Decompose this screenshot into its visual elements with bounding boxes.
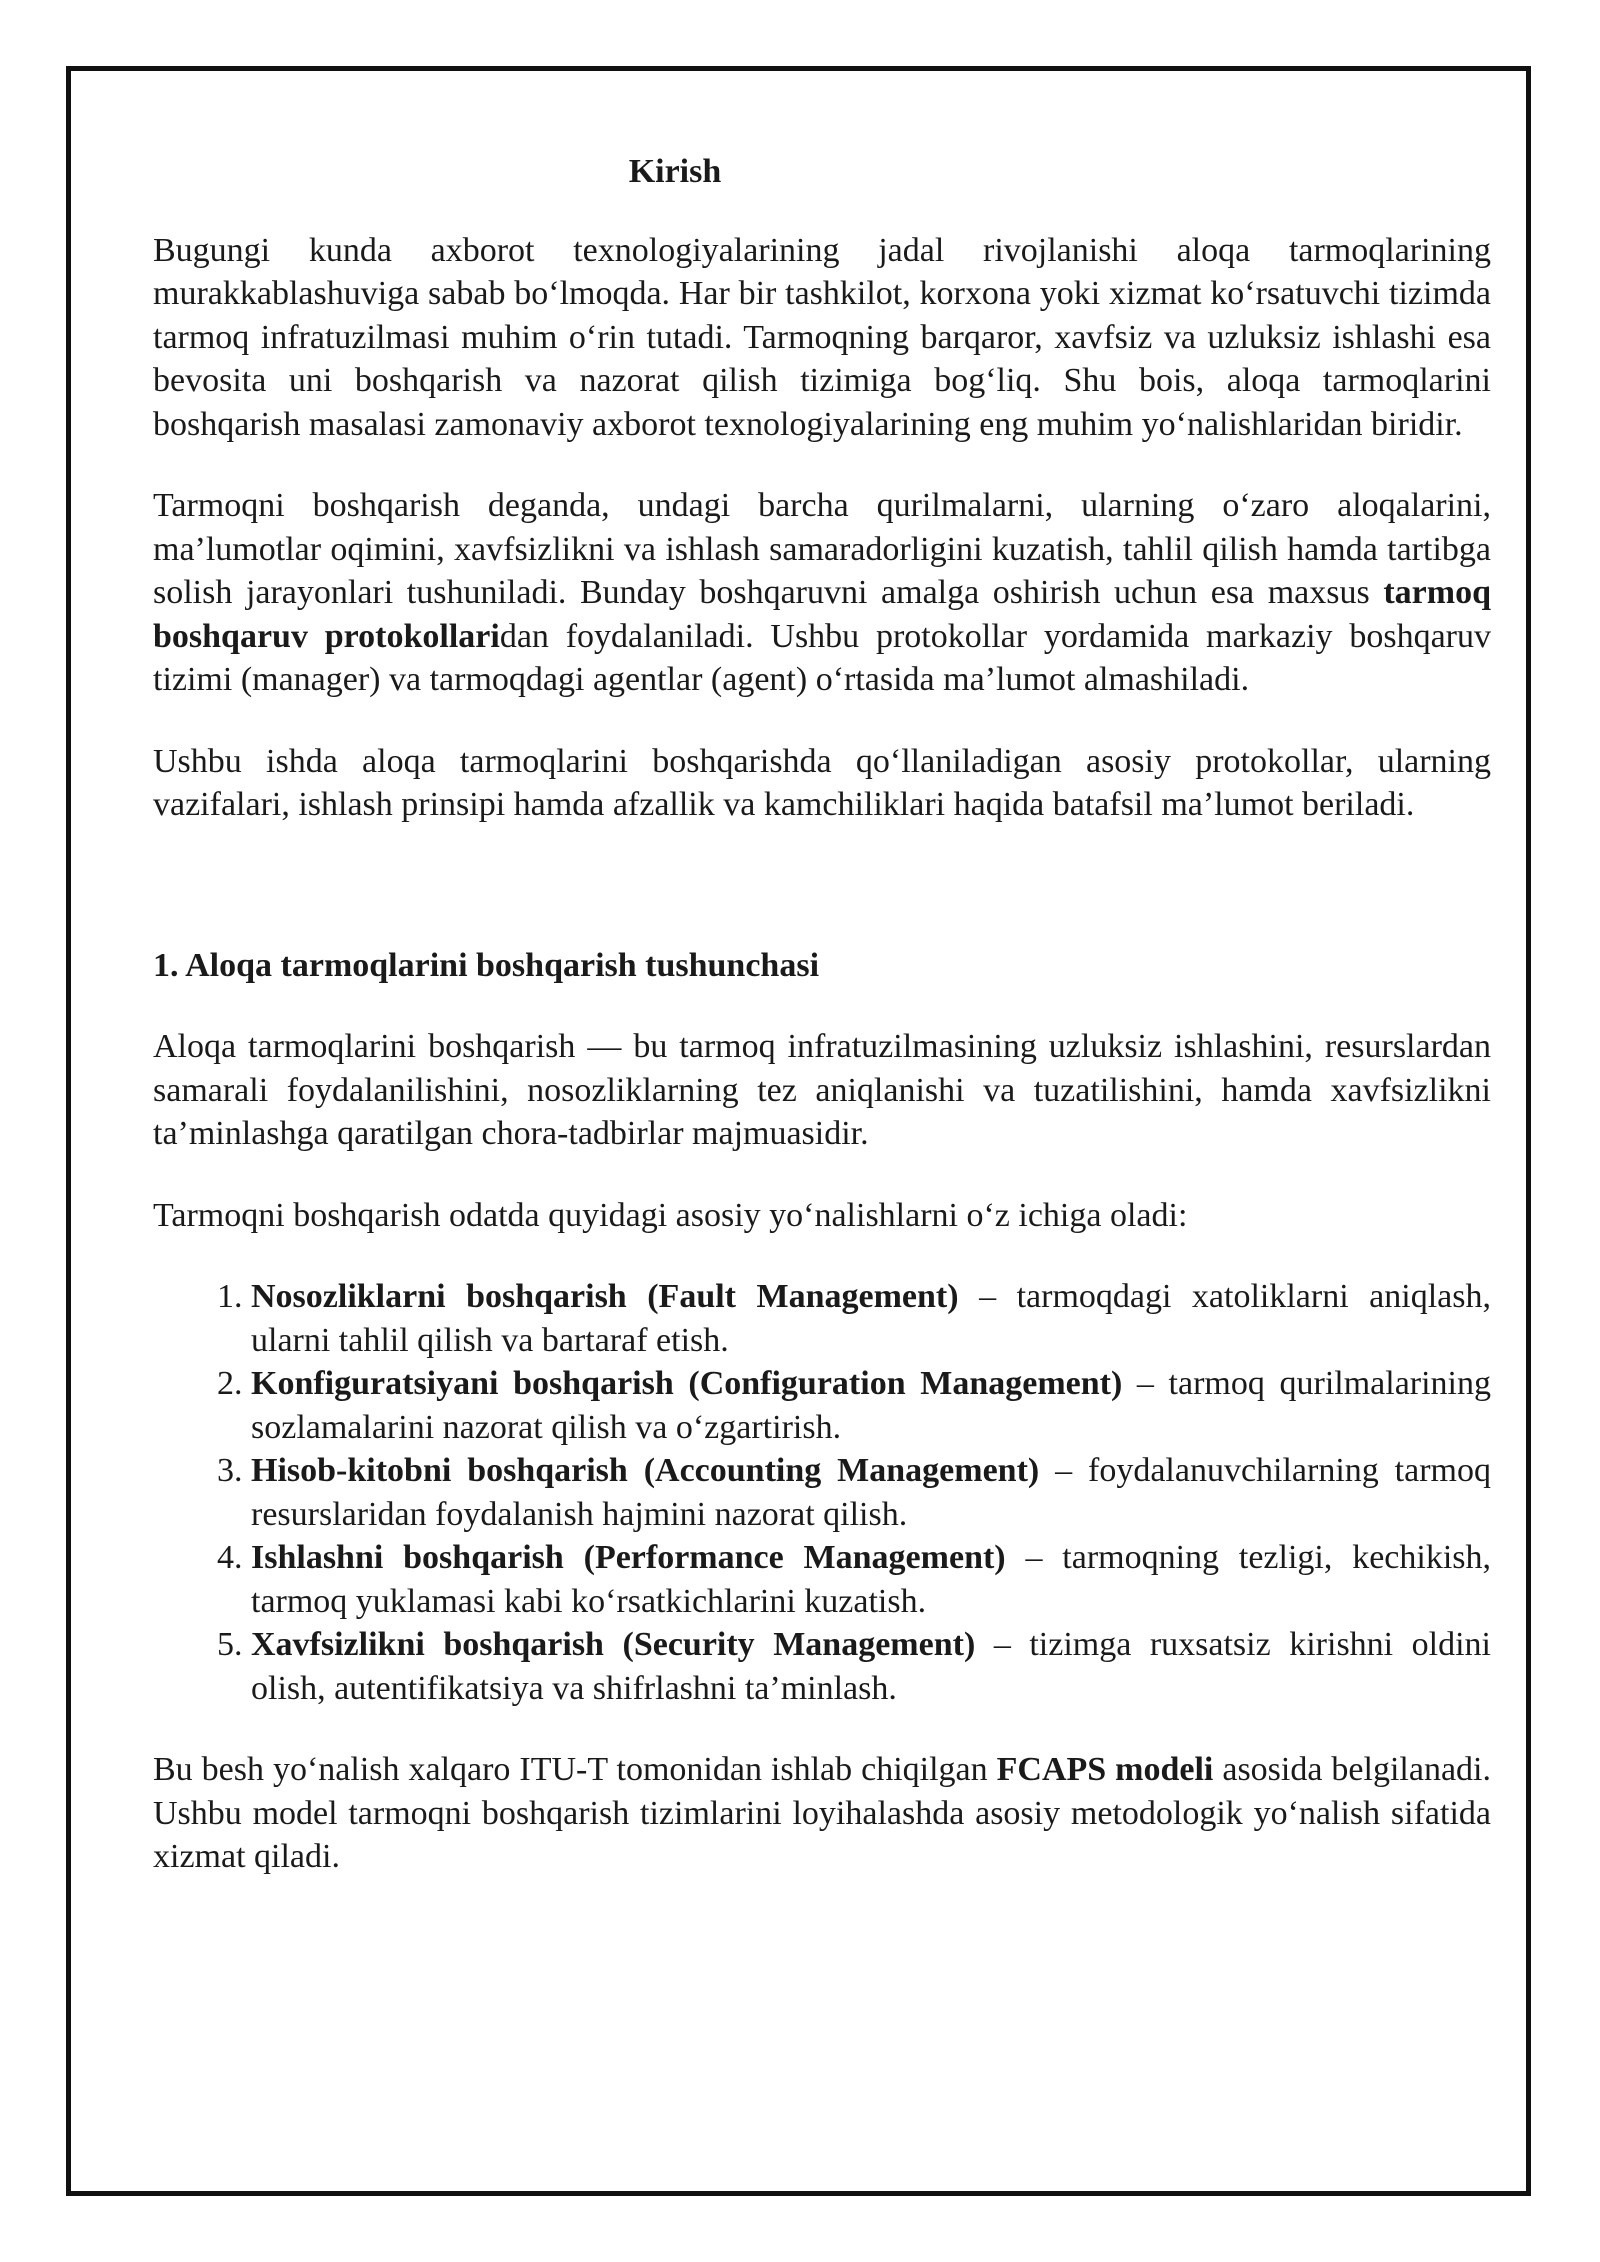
list-item-text: – tarmoq qurilmalarining sozlamalarini nazorat qilish va o‘zgartirish. [251,1365,1491,1446]
intro-paragraph-2-text-end: dan foydalaniladi. Ushbu protokollar yordamida markaziy boshqaruv tizimi (manager) va tarmoqdagi agentlar (agent) o‘rtasida ma’lumot almashiladi. [153,617,1491,698]
section-paragraph-3-text-end: asosida belgilanadi. Ushbu model tarmoqni boshqarish tizimlarini loyihalashda asosiy metodologik yo‘nalish sifatida xizmat qiladi. [153,1751,1491,1875]
section-paragraph-3 [153,1748,1491,1879]
fcaps-model-bold: FCAPS modeli [996,1751,1214,1788]
list-item-title: Ishlashni boshqarish (Performance Management) [251,1539,1006,1576]
intro-paragraph-2 [153,484,1491,702]
intro-paragraph-3: Ushbu ishda aloqa tarmoqlarini boshqarishda qo‘llaniladigan asosiy protokollar, ularning vazifalari, ishlash prinsipi hamda afzallik va kamchiliklari haqida batafsil ma’lumot beriladi. [153,742,1491,823]
list-item-text: – tarmoqning tezligi, kechikish, tarmoq yuklamasi kabi ko‘rsatkichlarini kuzatish. [251,1539,1491,1620]
list-item [251,1362,1491,1449]
document-body [153,150,1491,1879]
list-item-text: – foydalanuvchilarning tarmoq resurslaridan foydalanish hajmini nazorat qilish. [251,1452,1491,1533]
list-item [251,1275,1491,1362]
page-title: Kirish [628,153,722,190]
section-heading: 1. Aloqa tarmoqlarini boshqarish tushunchasi [153,946,820,984]
list-item [251,1449,1491,1536]
intro-paragraph-1: Bugungi kunda axborot texnologiyalarining jadal rivojlanishi aloqa tarmoqlarining murakkablashuviga sabab bo‘lmoqda. Har bir tashkilot, korxona yoki xizmat ko‘rsatuvchi tizimda tarmoq infratuzilmasi muhim o‘rin tutadi. Tarmoqning barqaror, xavfsiz va uzluksiz ishlashi esa bevosita uni boshqarish va nazorat qilish tizimiga bog‘liq. Shu bois, aloqa tarmoqlarini boshqarish masalasi zamonaviy axborot texnologiyalarining eng muhim yo‘nalishlaridan biridir. [153,231,1491,443]
list-item-text: – tarmoqdagi xatoliklarni aniqlash, ularni tahlil qilish va bartaraf etish. [251,1278,1491,1359]
section-paragraph-1: Aloqa tarmoqlarini boshqarish — bu tarmoq infratuzilmasining uzluksiz ishlashini, resurslardan samarali foydalanilishini, nosozliklarning tez aniqlanishi va tuzatilishini, hamda xavfsizlikni ta’minlashga qaratilgan chora-tadbirlar majmuasidir. [153,1028,1491,1152]
list-item [251,1536,1491,1623]
list-item-title: Nosozliklarni boshqarish (Fault Management) [251,1278,959,1315]
management-areas-list [153,1275,1491,1710]
list-item-title: Xavfsizlikni boshqarish (Security Management) [251,1626,976,1663]
section-paragraph-2: Tarmoqni boshqarish odatda quyidagi asosiy yo‘nalishlarni o‘z ichiga oladi: [153,1196,1188,1234]
list-item-title: Konfiguratsiyani boshqarish (Configuration Management) [251,1365,1123,1402]
intro-paragraph-2-bold: tarmoq boshqaruv protokollari [153,574,1491,655]
list-item-text: – tizimga ruxsatsiz kirishni oldini olish, autentifikatsiya va shifrlashni ta’minlash. [251,1626,1491,1707]
intro-paragraph-2-text-start: Tarmoqni boshqarish deganda, undagi barcha qurilmalarni, ularning o‘zaro aloqalarini, ma’lumotlar oqimini, xavfsizlikni va ishlash samaradorligini kuzatish, tahlil qilish hamda tartibga solish jarayonlari tushuniladi. Bunday boshqaruvni amalga oshirish uchun esa maxsus [153,487,1491,611]
list-item [251,1623,1491,1710]
section-paragraph-3-text-start: Bu besh yo‘nalish xalqaro ITU-T tomonidan ishlab chiqilgan [153,1751,997,1788]
list-item-title: Hisob-kitobni boshqarish (Accounting Management) [251,1452,1040,1489]
